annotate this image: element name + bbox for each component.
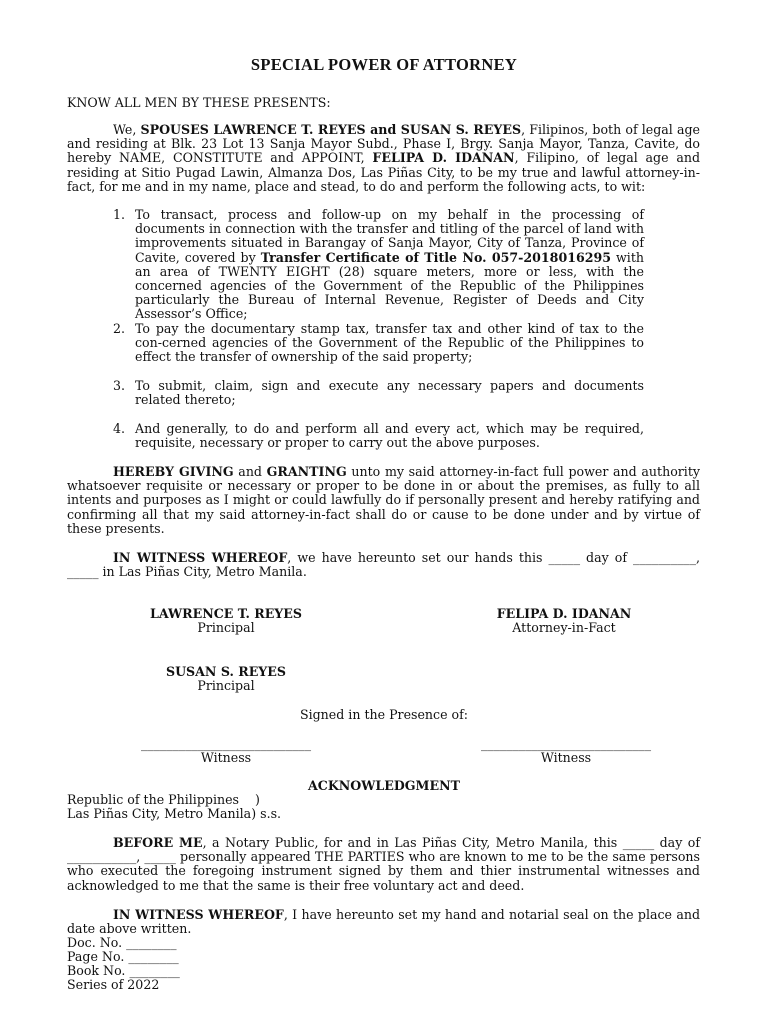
item-text: To pay the documentary stamp tax, transfer tax and other kind of tax to the con-cerned agencies of the Government of the Republic of the Philippines to effect the transfer of ownership of the said property; [135,321,644,365]
signature-block-susan [96,665,356,693]
witness-label: Witness [200,750,252,766]
list-item [113,322,644,365]
list-item [113,379,644,407]
witness-signature-line: ___________________________ [480,736,651,751]
hereby-giving: HEREBY GIVING [113,464,234,479]
principals-names: SPOUSES LAWRENCE T. REYES and SUSAN S. REYES [140,122,522,137]
doc-no: Doc. No. ________ [67,935,177,950]
intro-we: We, [113,122,141,137]
venue-line-2: Las Piñas City, Metro Manila) s.s. [67,806,282,821]
item-number: 3. [113,378,126,393]
attorney-name: FELIPA D. IDANAN [372,150,515,166]
before-me: BEFORE ME [113,835,203,850]
witness-text: , we have hereunto set our hands this _____ day of __________, _____ in Las Piñas City, Metro Manila. [67,550,701,580]
witness-paragraph [67,551,700,579]
list-item [113,208,644,322]
witness-signature-line: ___________________________ [140,736,311,751]
hereby-paragraph [67,465,700,536]
intro-end: , Filipino, of legal age and residing at Sitio Pugad Lawin, Almanza Dos, Las Piñas City, to be my true and lawful attorney-in-fact, for me and in my name, place and stead, to do and perform the following acts, to wit: [67,150,701,194]
list-item [113,422,644,450]
item-number: 2. [113,321,126,336]
know-all-heading: KNOW ALL MEN BY THESE PRESENTS: [67,95,331,110]
page-no: Page No. ________ [67,949,179,964]
item-text: To transact, process and follow-up on my behalf in the processing of documents in connection with the transfer and titling of the parcel of land with improvements situated in Barangay of Sanja Mayor, City of Tanza, Province of Cavite, covered by [135,207,644,265]
signed-presence: Signed in the Presence of: [299,707,469,722]
signatory-role: Attorney-in-Fact [512,620,616,636]
hereby-text: unto my said attorney-in-fact full power and authority whatsoever requisite or necessary or proper to be done in or about the premises, as fully to all intents and purposes as I might or could lawfully do if personally present and hereby ratifying and confirming all that my said attorney-in-fact shall do or cause to be done under and by virtue of these presents. [67,464,701,536]
document-title: SPECIAL POWER OF ATTORNEY [250,55,518,74]
book-no: Book No. ________ [67,963,180,978]
intro-mid: , Filipinos, both of legal age and residing at Blk. 23 Lot 13 Sanja Mayor Subd., Phase I, Brgy. Sanja Mayor, Tanza, Cavite, do hereby NAME, CONSTITUTE and APPOINT, [67,122,700,166]
witness-block-left [96,737,356,765]
before-me-text: , a Notary Public, for and in Las Piñas City, Metro Manila, this _____ day of ___________, _____ personally appeared THE PARTIES who are known to me to be the same persons who executed the foregoing instrument signed by them and thier instrumental witnesses and acknowledged to me that the same is their free voluntary act and deed. [67,835,700,893]
signature-block-lawrence [96,607,356,635]
item-text: To submit, claim, sign and execute any necessary papers and documents related thereto; [135,378,644,408]
signatory-name: FELIPA D. IDANAN [496,606,632,621]
witness-block-right [436,737,696,765]
signature-block-felipa [434,607,694,635]
granting: GRANTING [266,464,347,479]
before-me-paragraph [67,836,700,893]
witness-label: Witness [540,750,592,766]
venue-line-1: Republic of the Philippines ) [67,792,260,807]
item-text-cont: with an area of TWENTY EIGHT (28) square meters, more or less, with the concerned agencies of the Government of the Republic of the Philippines particularly the Bureau of Internal Revenue, Register of Deeds and City Assessor’s Office; [135,249,645,322]
signatory-name: SUSAN S. REYES [165,664,286,679]
notary-witness-text: , I have hereunto set my hand and notarial seal on the place and date above written. [67,907,701,937]
acknowledgment-title: ACKNOWLEDGMENT [308,778,460,793]
signatory-role: Principal [197,620,255,636]
item-number: 1. [113,207,126,222]
signatory-role: Principal [197,678,255,694]
item-text: And generally, to do and perform all and every act, which may be required, requisite, necessary or proper to carry out the above purposes. [135,421,644,451]
item-number: 4. [113,421,126,436]
signatory-name: LAWRENCE T. REYES [150,606,302,621]
witness-whereof: IN WITNESS WHEREOF [113,907,284,922]
intro-paragraph [67,123,700,194]
tct-number: Transfer Certificate of Title No. 057-2018016295 [260,249,612,265]
series: Series of 2022 [67,977,160,992]
hereby-and: and [233,464,267,479]
witness-whereof: IN WITNESS WHEREOF [113,550,288,565]
notary-witness-paragraph [67,908,700,936]
